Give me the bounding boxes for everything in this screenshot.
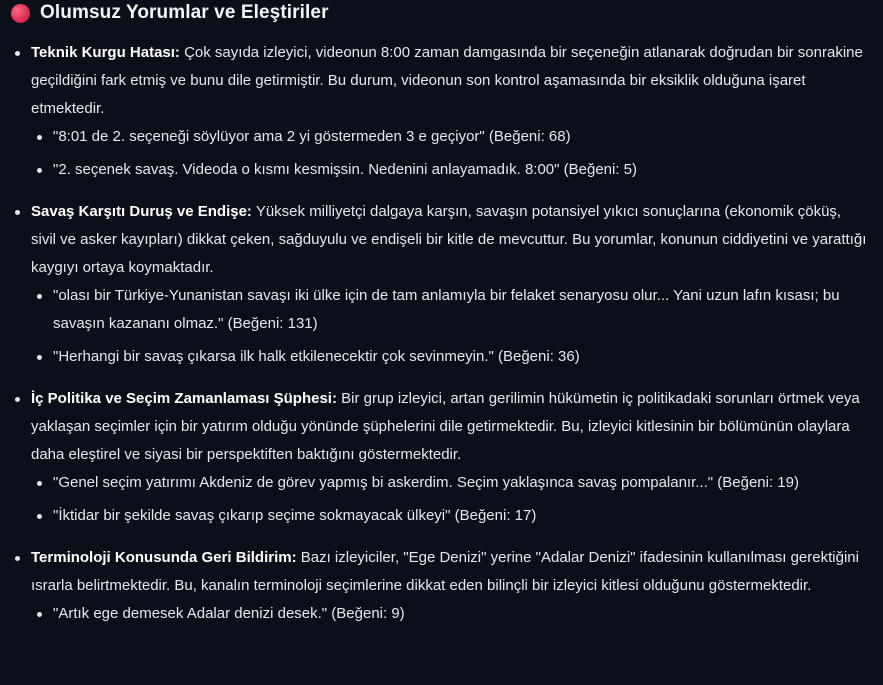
section-text: Bazı izleyiciler, "Ege Denizi" yerine "Adalar Denizi" ifadesinin kullanılması gerektiğini ısrarla belirtmektedir. Bu, kanalın terminoloji seçimlerine dikkat eden bilinçli bir izleyici kitlesi olduğunu göstermektedir. xyxy=(31,549,859,594)
section-header xyxy=(11,0,867,26)
section-text: Bir grup izleyici, artan gerilimin hükümetin iç politikadaki sorunları örtmek veya yaklaşan seçimler için bir yatırım olduğu yönünde şüphelerini dile getirmektedir. Bu, izleyici kitlesinin bir bölümünün olaylara daha eleştirel ve siyasi bir perspektiften baktığını göstermektedir. xyxy=(31,390,860,463)
section-heading: Terminoloji Konusunda Geri Bildirim: xyxy=(31,549,297,566)
quote-item: "8:01 de 2. seçeneği söylüyor ama 2 yi göstermeden 3 e geçiyor" (Beğeni: 68) xyxy=(31,123,867,151)
quote-list xyxy=(31,282,867,371)
section-heading: Teknik Kurgu Hatası: xyxy=(31,44,180,61)
section-text: Çok sayıda izleyici, videonun 8:00 zaman damgasında bir seçeneğin atlanarak doğrudan bir sonrakine geçildiğini fark etmiş ve bunu dile getirmiştir. Bu durum, videonun son kontrol aşamasında bir eksiklik olduğuna işaret etmektedir. xyxy=(31,44,863,117)
quote-item: "Herhangi bir savaş çıkarsa ilk halk etkilenecektir çok sevinmeyin." (Beğeni: 36) xyxy=(31,343,867,371)
quote-item: "Genel seçim yatırımı Akdeniz de görev yapmış bi askerdim. Seçim yaklaşınca savaş pompalanır..." (Beğeni: 19) xyxy=(31,469,867,497)
quote-list xyxy=(31,600,867,628)
quote-list xyxy=(31,123,867,184)
list-item xyxy=(11,198,867,371)
quote-item: "Artık ege demesek Adalar denizi desek." (Beğeni: 9) xyxy=(31,600,867,628)
list-item xyxy=(11,39,867,184)
section-heading: Savaş Karşıtı Duruş ve Endişe: xyxy=(31,203,252,220)
section-heading: İç Politika ve Seçim Zamanlaması Şüphesi: xyxy=(31,390,337,407)
page-title: Olumsuz Yorumlar ve Eleştiriler xyxy=(40,2,329,23)
quote-item: "2. seçenek savaş. Videoda o kısmı kesmişsin. Nedenini anlayamadık. 8:00" (Beğeni: 5) xyxy=(31,156,867,184)
list-item xyxy=(11,385,867,530)
quote-list xyxy=(31,469,867,530)
list-item xyxy=(11,544,867,628)
section-text: Yüksek milliyetçi dalgaya karşın, savaşın potansiyel yıkıcı sonuçlarına (ekonomik çöküş, sivil ve asker kayıpları) dikkat çeken, sağduyulu ve endişeli bir kitle de mevcuttur. Bu yorumlar, konunun ciddiyetini ve yarattığı kaygıyı ortaya koymaktadır. xyxy=(31,203,867,276)
criticism-list xyxy=(11,39,867,628)
red-circle-icon xyxy=(11,4,30,23)
quote-item: "İktidar bir şekilde savaş çıkarıp seçime sokmayacak ülkeyi" (Beğeni: 17) xyxy=(31,502,867,530)
quote-item: "olası bir Türkiye-Yunanistan savaşı iki ülke için de tam anlamıyla bir felaket senaryosu olur... Yani uzun lafın kısası; bu savaşın kazananı olmaz." (Beğeni: 131) xyxy=(31,282,867,338)
